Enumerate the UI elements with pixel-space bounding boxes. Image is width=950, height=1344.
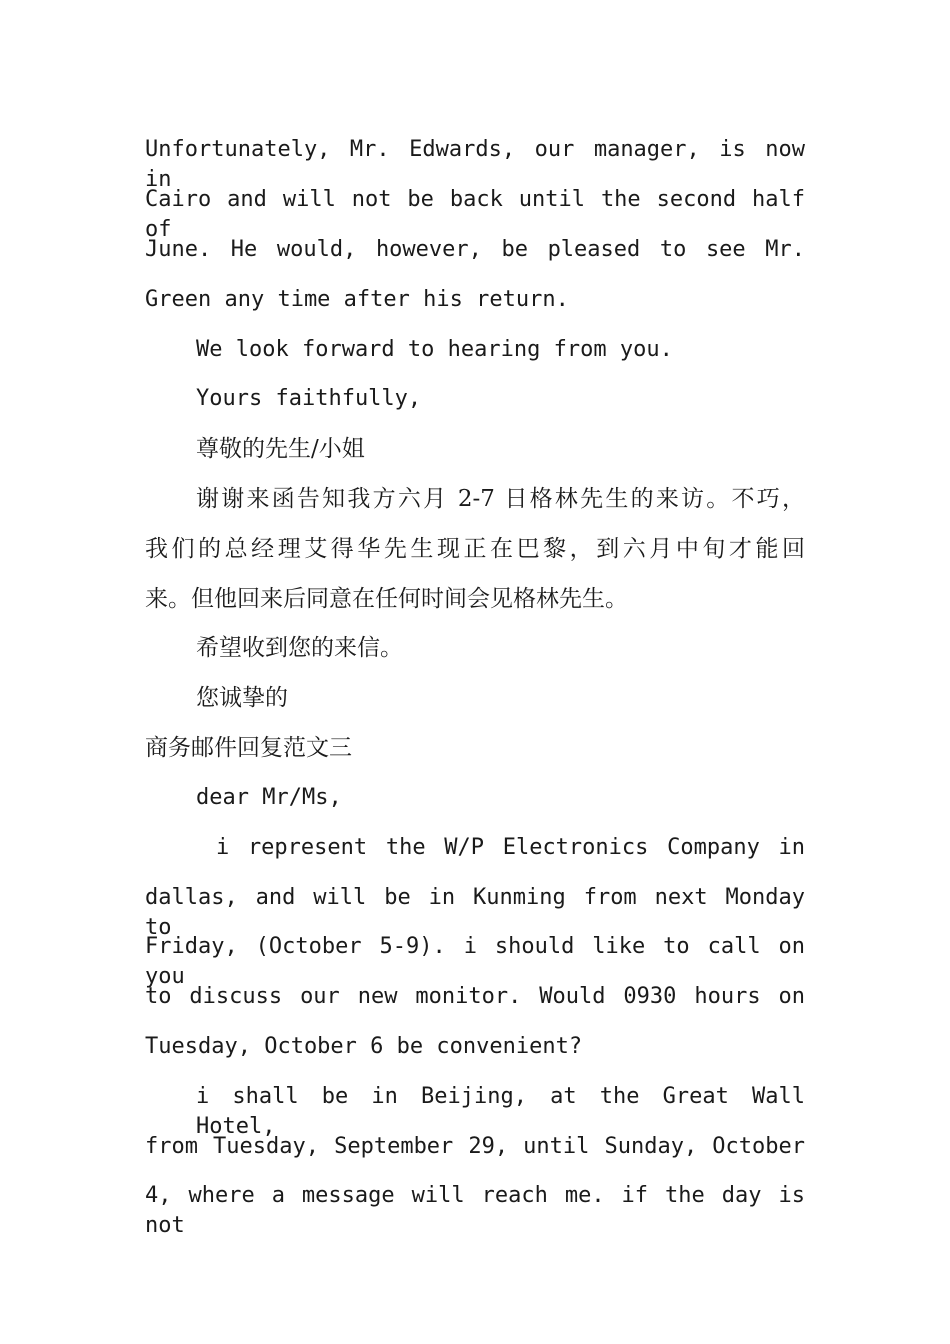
text-line: Unfortunately, Mr. Edwards, our manager, is now in [145,137,805,192]
salutation: dear Mr/Ms, [196,785,342,810]
text-line: i shall be in Beijing, at the Great Wall Hotel, [196,1084,805,1139]
text-line: from Tuesday, September 29, until Sunday, October [145,1134,805,1159]
closing-line: Yours faithfully, [196,386,422,411]
text-line: 希望收到您的来信。 [196,635,403,661]
text-line: 谢谢来函告知我方六月 2-7 日格林先生的来访。不巧， [196,486,805,512]
text-line: 4, where a message will reach me. if the day is not [145,1183,805,1238]
text-line: Green any time after his return. [145,287,569,312]
text-line: Tuesday, October 6 be convenient? [145,1034,583,1059]
text-line: dallas, and will be in Kunming from next Monday to [145,885,805,940]
text-line: Friday, (October 5-9). i should like to call on you [145,934,805,989]
section-heading: 商务邮件回复范文三 [145,735,352,761]
text-line: Cairo and will not be back until the second half of [145,187,805,242]
text-line: June. He would, however, be pleased to see Mr. [145,237,805,262]
text-line: 来。但他回来后同意在任何时间会见格林先生。 [145,586,628,612]
text-line: We look forward to hearing from you. [196,337,673,362]
text-line: 我们的总经理艾得华先生现正在巴黎，到六月中旬才能回 [145,536,805,562]
closing-line-cn: 您诚挚的 [196,685,288,711]
text-line: to discuss our new monitor. Would 0930 hours on [145,984,805,1009]
salutation-cn: 尊敬的先生/小姐 [196,436,365,462]
text-line: i represent the W/P Electronics Company in [216,835,805,860]
